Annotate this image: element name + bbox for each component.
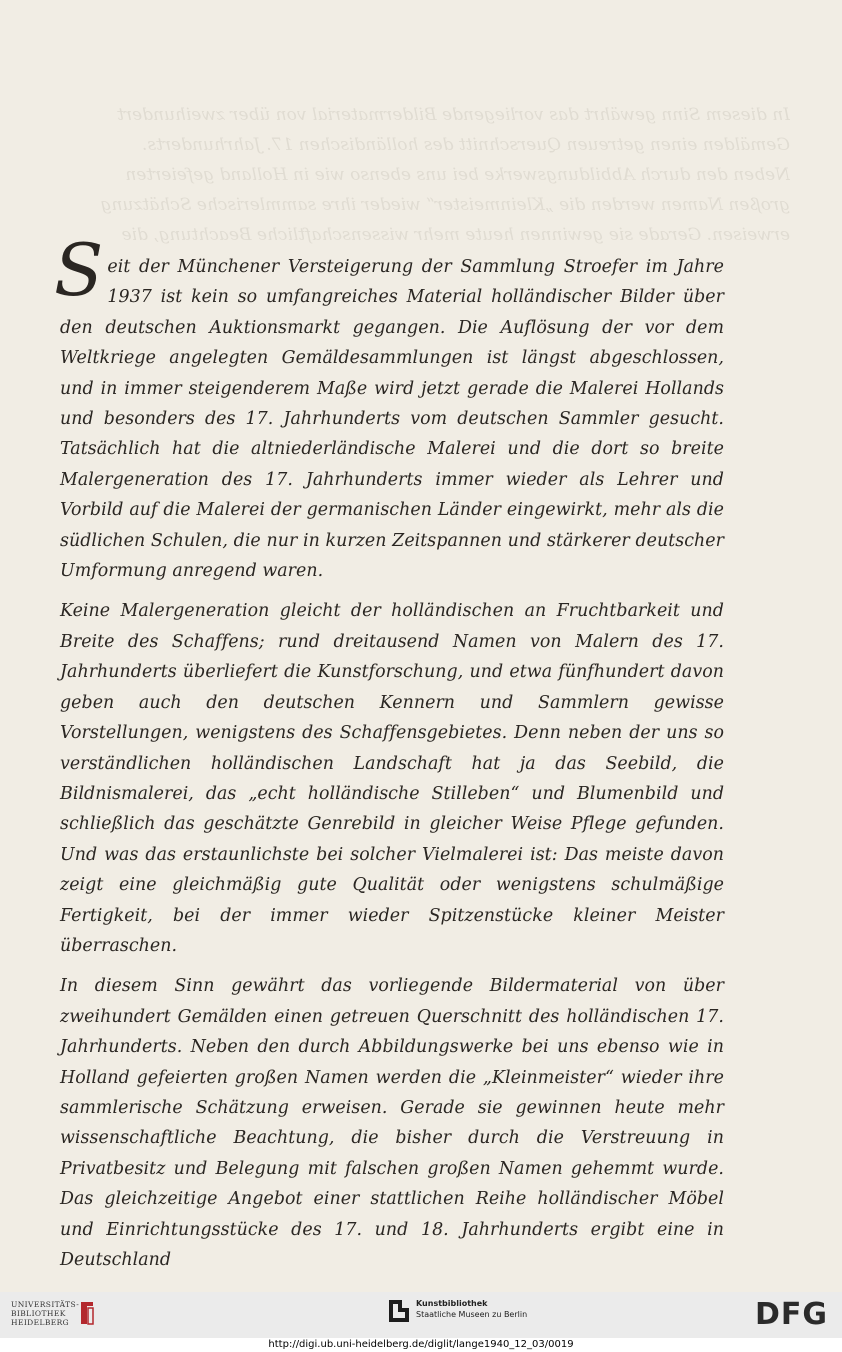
source-url[interactable]: http://digi.ub.uni-heidelberg.de/diglit/lange1940_12_03/0019 [0,1338,842,1352]
kunstbibliothek-subtitle: Staatliche Museen zu Berlin [416,1310,528,1319]
paragraph-2: Keine Malergeneration gleicht der holländischen an Fruchtbarkeit und Breite des Schaffens; rund dreitausend Namen von Malern des 17. Jahrhunderts überliefert die Kunstforschung, und etwa fünfhundert davon geben auch den deutschen Kennern und Sammlern gewisse Vorstellungen, wenigstens des Schaffensgebietes. Denn neben der uns so verständlichen holländischen Landschaft hat ja das Seebild, die Bildnismalerei, das „echt holländische Stilleben“ und Blumenbild und schließlich das geschätzte Genrebild in gleicher Weise Pflege gefunden. Und was das erstaunlichste bei solcher Vielmalerei ist: Das meiste davon zeigt eine gleichmäßig gute Qualität oder wenigstens schulmäßige Fertigkeit, bei der immer wieder Spitzenstücke kleiner Meister überraschen. [60,601,724,956]
drop-cap: S [54,228,104,312]
university-emblem-icon [78,1300,96,1326]
dfg-logo[interactable]: DFG [754,1297,828,1332]
university-logo-line-3: HEIDELBERG [11,1318,70,1327]
footer-bar [0,1292,842,1338]
paragraph-1 [54,228,724,586]
body-text [54,228,724,1275]
university-logo-line-1: UNIVERSITÄTS- [11,1300,80,1309]
kunstbibliothek-mark-icon [388,1298,410,1324]
paragraph-3: In diesem Sinn gewährt das vorliegende Bildermaterial von über zweihundert Gemälden einen getreuen Querschnitt des holländischen 17. Jahrhunderts. Neben den durch Abbildungswerke bei uns ebenso wie in Holland gefeierten großen Namen werden die „Kleinmeister“ wieder ihre sammlerische Schätzung erweisen. Gerade sie gewinnen heute mehr wissenschaftliche Beachtung, die bisher durch die Verstreuung in Privatbesitz und Belegung mit falschen großen Namen gehemmt wurde. Das gleichzeitige Angebot einer stattlichen Reihe holländischer Möbel und Einrichtungsstücke des 17. und 18. Jahrhunderts ergibt eine in Deutschland [60,976,724,1270]
kunstbibliothek-logo[interactable] [388,1298,527,1324]
paragraph-1-text: eit der Münchener Versteigerung der Sammlung Stroefer im Jahre 1937 ist kein so umfangreiches Material holländischer Bilder über den deutschen Auktionsmarkt gegangen. Die Auflösung der vor dem Weltkriege angelegten Gemäldesammlungen ist längst abgeschlossen, und in immer steigenderem Maße wird jetzt gerade die Malerei Hollands und besonders des 17. Jahrhunderts vom deutschen Sammler gesucht. Tatsächlich hat die altniederländische Malerei und die dort so breite Malergeneration des 17. Jahrhunderts immer wieder als Lehrer und Vorbild auf die Malerei der germanischen Länder eingewirkt, mehr als die südlichen Schulen, die nur in kurzen Zeitspannen und stärkerer deutscher Umformung anregend waren. [60,257,724,582]
university-logo-line-2: BIBLIOTHEK [11,1309,66,1318]
university-library-logo[interactable] [11,1300,79,1327]
kunstbibliothek-title: Kunstbibliothek [416,1299,488,1308]
show-through-bleed: In diesem Sinn gewährt das vorliegende Bildermaterial von über zweihundert Gemälden einen getreuen Querschnitt des holländischen 17. Jahrhunderts. Neben den durch Abbildungswerke bei uns ebenso wie in Holland gefeierten großen Namen werden die „Kleinmeister“ wieder ihre sammlerische Schätzung erweisen. Gerade sie gewinnen heute mehr wissenschaftliche Beachtung, die [100,105,790,245]
